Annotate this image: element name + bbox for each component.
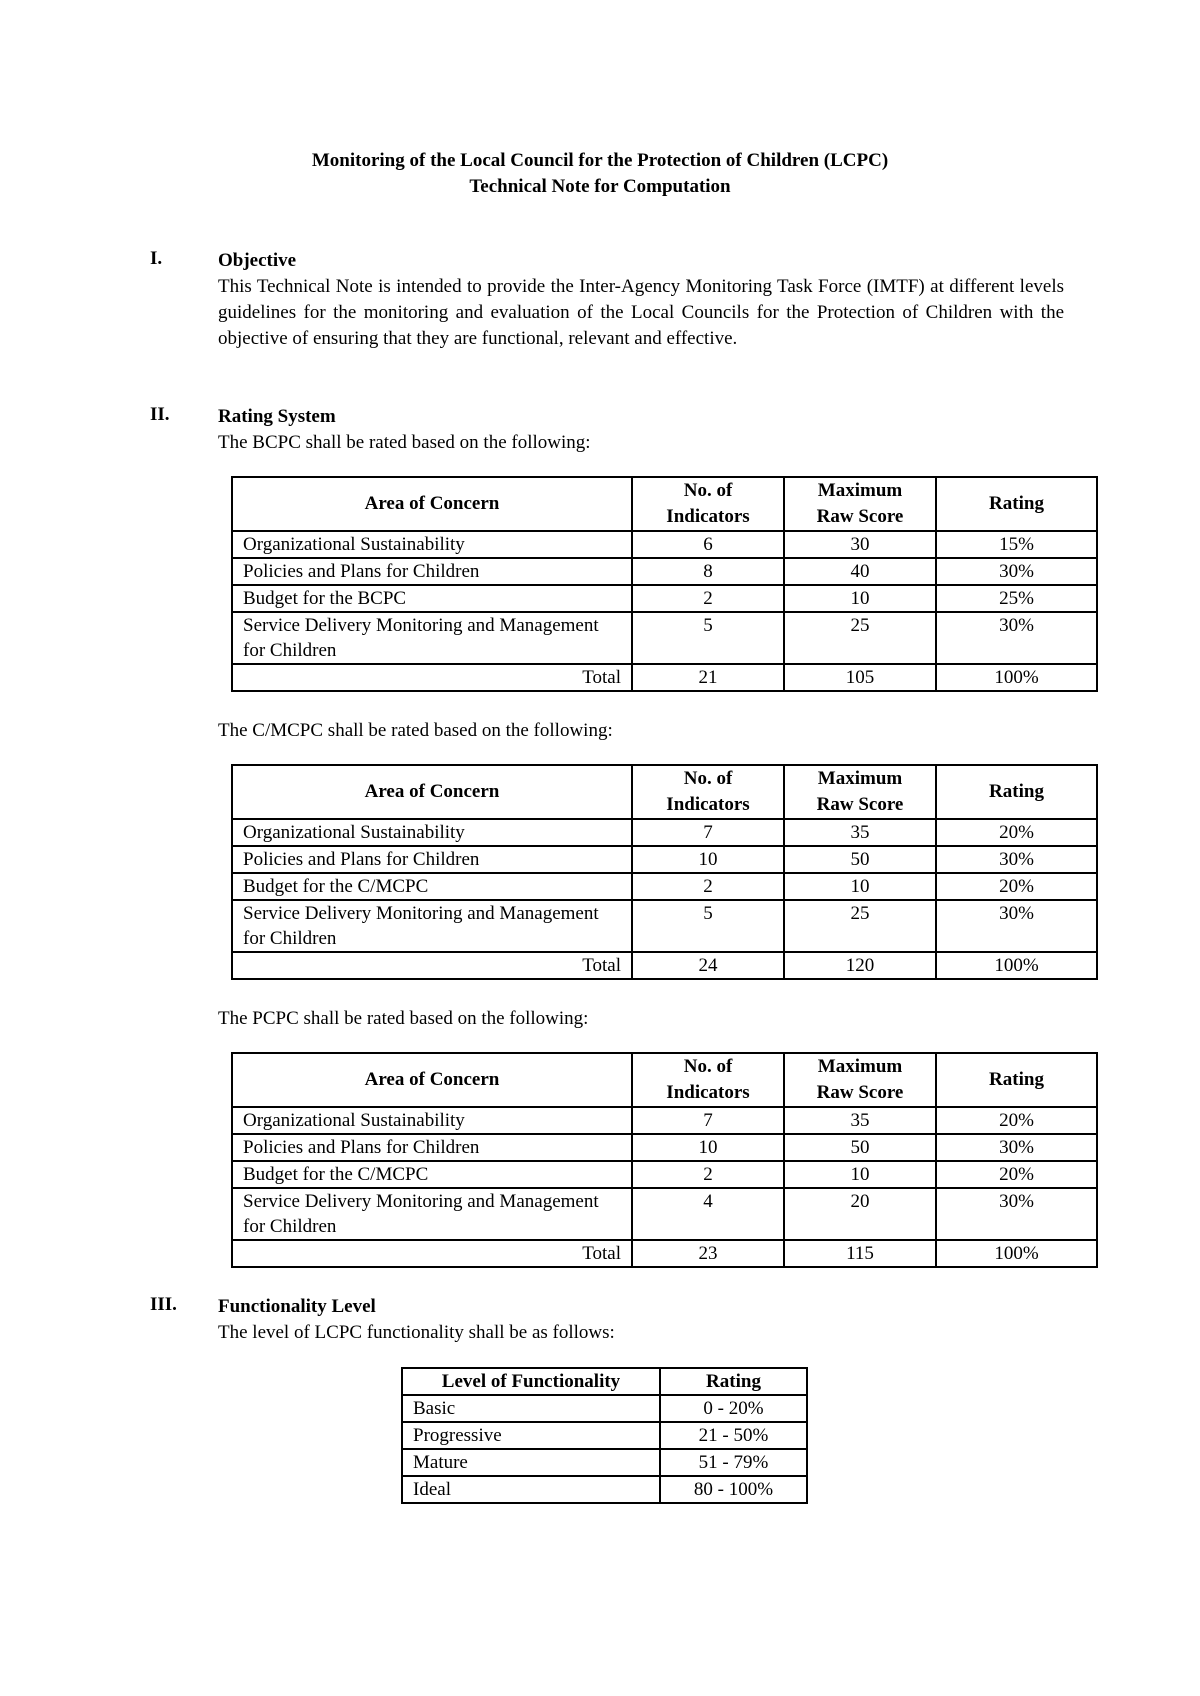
table-row: Basic 0 - 20%: [402, 1395, 807, 1422]
header-area: Area of Concern: [232, 1053, 632, 1107]
header-max-score: Maximum Raw Score: [784, 765, 936, 819]
header-rating: Rating: [936, 477, 1097, 531]
bcpc-rating-table: [231, 476, 1098, 692]
header-area: Area of Concern: [232, 765, 632, 819]
header-max-score: Maximum Raw Score: [784, 1053, 936, 1107]
table-row: Organizational Sustainability 7 35 20%: [232, 819, 1097, 846]
table-row: Budget for the C/MCPC 2 10 20%: [232, 1161, 1097, 1188]
header-rating: Rating: [660, 1368, 807, 1395]
table-row: Policies and Plans for Children 8 40 30%: [232, 558, 1097, 585]
table-header-row: [232, 1053, 1097, 1107]
table-header-row: [232, 765, 1097, 819]
table-total-row: Total 24 120 100%: [232, 952, 1097, 979]
section-heading: Objective: [218, 250, 297, 271]
cmcpc-rating-table: [231, 764, 1098, 980]
bcpc-intro: The BCPC shall be rated based on the following:: [218, 432, 591, 453]
table-row: Budget for the C/MCPC 2 10 20%: [232, 873, 1097, 900]
pcpc-intro: The PCPC shall be rated based on the following:: [218, 1008, 589, 1029]
title-line-1: Monitoring of the Local Council for the Protection of Children (LCPC): [311, 150, 889, 171]
table-total-row: Total 21 105 100%: [232, 664, 1097, 691]
table-header-row: [232, 477, 1097, 531]
table-total-row: Total 23 115 100%: [232, 1240, 1097, 1267]
section-heading: Rating System: [218, 406, 336, 427]
table-row: Organizational Sustainability 6 30 15%: [232, 531, 1097, 558]
section-number: I.: [150, 248, 163, 269]
functionality-intro: The level of LCPC functionality shall be as follows:: [218, 1322, 615, 1343]
header-indicators: No. of Indicators: [632, 477, 784, 531]
title-line-2: Technical Note for Computation: [469, 176, 731, 197]
table-header-row: [402, 1368, 807, 1395]
table-row: Organizational Sustainability 7 35 20%: [232, 1107, 1097, 1134]
header-area: Area of Concern: [232, 477, 632, 531]
header-indicators: No. of Indicators: [632, 1053, 784, 1107]
header-level: Level of Functionality: [402, 1368, 660, 1395]
table-row: Policies and Plans for Children 10 50 30%: [232, 846, 1097, 873]
section-number: II.: [150, 404, 170, 425]
table-row: Progressive 21 - 50%: [402, 1422, 807, 1449]
document-title: [0, 148, 1200, 200]
header-rating: Rating: [936, 1053, 1097, 1107]
section-number: III.: [150, 1294, 177, 1315]
table-row: Service Delivery Monitoring and Management for Children 4 20 30%: [232, 1188, 1097, 1240]
header-rating: Rating: [936, 765, 1097, 819]
cmcpc-intro: The C/MCPC shall be rated based on the following:: [218, 720, 613, 741]
header-max-score: Maximum Raw Score: [784, 477, 936, 531]
objective-text: This Technical Note is intended to provide the Inter-Agency Monitoring Task Force (IMTF) at different levels guidelines for the monitoring and evaluation of the Local Councils for the Protection of Children with the objective of ensuring that they are functional, relevant and effective.: [218, 276, 1064, 349]
functionality-level-table: [401, 1367, 808, 1504]
table-row: Policies and Plans for Children 10 50 30%: [232, 1134, 1097, 1161]
table-row: Mature 51 - 79%: [402, 1449, 807, 1476]
table-row: Service Delivery Monitoring and Management for Children 5 25 30%: [232, 612, 1097, 664]
table-row: Service Delivery Monitoring and Management for Children 5 25 30%: [232, 900, 1097, 952]
pcpc-rating-table: [231, 1052, 1098, 1268]
table-row: Budget for the BCPC 2 10 25%: [232, 585, 1097, 612]
table-row: Ideal 80 - 100%: [402, 1476, 807, 1503]
header-indicators: No. of Indicators: [632, 765, 784, 819]
section-heading: Functionality Level: [218, 1296, 376, 1317]
